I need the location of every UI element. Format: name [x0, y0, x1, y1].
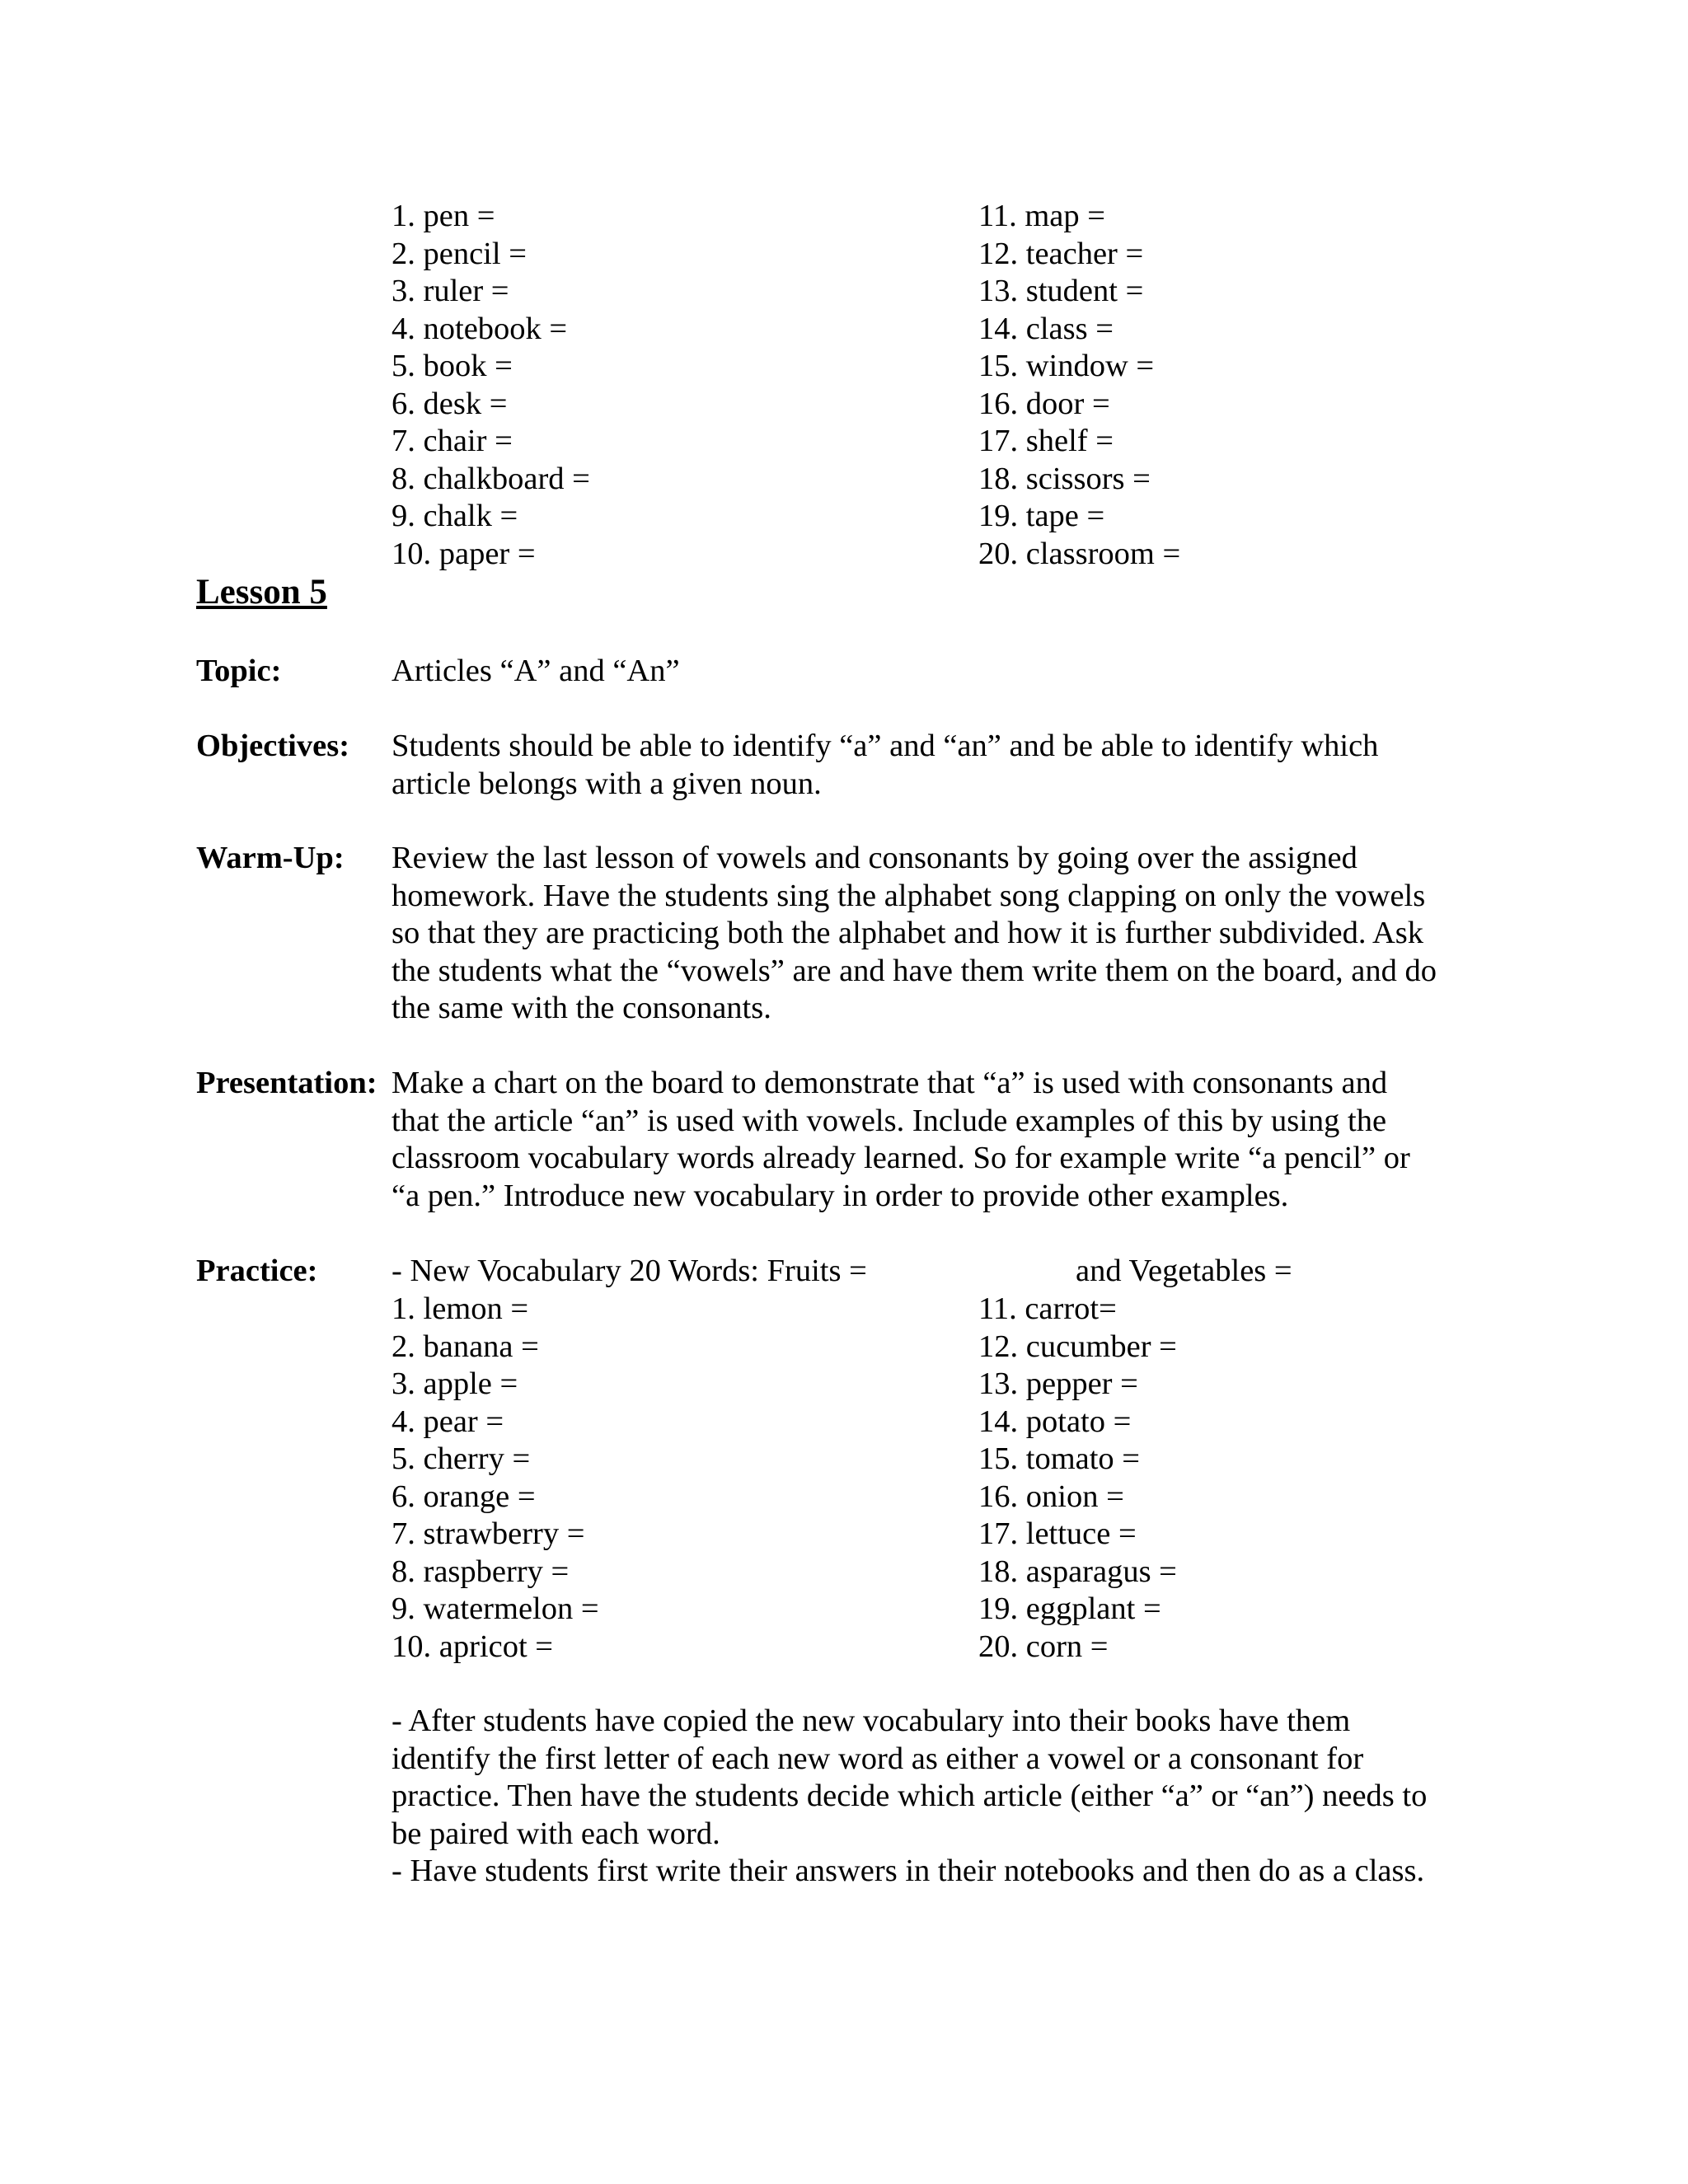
list-item: 5. cherry = — [392, 1441, 531, 1476]
warmup-line: the same with the consonants. — [392, 991, 771, 1025]
topic-text — [392, 653, 1479, 691]
practice-note-line: practice. Then have the students decide which article (either “a” or “an”) needs to — [392, 1779, 1428, 1813]
list-item: 11. carrot= — [978, 1291, 1117, 1326]
list-item: 6. desk = — [392, 386, 508, 421]
list-item: 1. lemon = — [392, 1291, 529, 1326]
list-item: 19. eggplant = — [978, 1591, 1161, 1626]
presentation-label: Presentation: — [196, 1066, 377, 1100]
list-item: 17. shelf = — [978, 424, 1114, 458]
list-item: 15. window = — [978, 349, 1155, 383]
objectives-line: article belongs with a given noun. — [392, 766, 822, 801]
list-item: 1. pen = — [392, 199, 495, 233]
practice-vocabulary-header — [392, 1253, 1414, 1291]
warmup-text — [392, 840, 1479, 1028]
list-item: 14. potato = — [978, 1404, 1132, 1439]
list-item: 17. lettuce = — [978, 1516, 1137, 1551]
presentation-line: that the article “an” is used with vowels. Include examples of this by using the — [392, 1103, 1387, 1138]
list-item: 8. chalkboard = — [392, 461, 590, 496]
list-item: 16. onion = — [978, 1479, 1124, 1514]
fruits-column — [392, 1291, 886, 1666]
warmup-label: Warm-Up: — [196, 841, 345, 875]
list-item: 20. corn = — [978, 1629, 1109, 1664]
classroom-vocabulary-right-column — [978, 198, 1473, 573]
topic-line: Articles “A” and “An” — [392, 654, 680, 688]
list-item: 20. classroom = — [978, 536, 1181, 571]
topic-label: Topic: — [196, 654, 282, 688]
list-item: 15. tomato = — [978, 1441, 1141, 1476]
list-item: 18. asparagus = — [978, 1554, 1177, 1589]
warmup-line: homework. Have the students sing the alphabet song clapping on only the vowels — [392, 878, 1426, 913]
list-item: 18. scissors = — [978, 461, 1151, 496]
list-item: 9. watermelon = — [392, 1591, 599, 1626]
practice-note-line: - After students have copied the new vocabulary into their books have them — [392, 1704, 1351, 1738]
objectives-line: Students should be able to identify “a” and “an” and be able to identify which — [392, 729, 1379, 763]
warmup-line: the students what the “vowels” are and have them write them on the board, and do — [392, 953, 1437, 988]
list-item: 9. chalk = — [392, 499, 518, 533]
fruits-vegetables-list — [392, 1291, 1414, 1666]
practice-note-line: identify the first letter of each new word as either a vowel or a consonant for — [392, 1741, 1364, 1776]
presentation-line: Make a chart on the board to demonstrate that “a” is used with consonants and — [392, 1066, 1388, 1100]
list-item: 5. book = — [392, 349, 513, 383]
list-item: 8. raspberry = — [392, 1554, 570, 1589]
list-item: 3. ruler = — [392, 274, 509, 308]
fruits-header: - New Vocabulary 20 Words: Fruits = — [392, 1254, 867, 1288]
presentation-text — [392, 1065, 1479, 1215]
practice-label: Practice: — [196, 1254, 318, 1288]
presentation-line: “a pen.” Introduce new vocabulary in order to provide other examples. — [392, 1178, 1289, 1213]
list-item: 10. paper = — [392, 536, 536, 571]
objectives-text — [392, 728, 1479, 803]
classroom-vocabulary-list — [392, 198, 1414, 573]
list-item: 2. banana = — [392, 1329, 539, 1364]
practice-note-line: - Have students first write their answers in their notebooks and then do as a class. — [392, 1854, 1425, 1888]
list-item: 6. orange = — [392, 1479, 536, 1514]
warmup-line: Review the last lesson of vowels and consonants by going over the assigned — [392, 841, 1357, 875]
presentation-line: classroom vocabulary words already learned. So for example write “a pencil” or — [392, 1141, 1410, 1175]
list-item: 12. teacher = — [978, 236, 1144, 271]
classroom-vocabulary-left-column — [392, 198, 886, 573]
list-item: 13. pepper = — [978, 1366, 1138, 1401]
list-item: 16. door = — [978, 386, 1110, 421]
list-item: 7. strawberry = — [392, 1516, 585, 1551]
list-item: 3. apple = — [392, 1366, 518, 1401]
practice-note-line: be paired with each word. — [392, 1816, 720, 1851]
list-item: 12. cucumber = — [978, 1329, 1177, 1364]
practice-notes — [392, 1703, 1479, 1891]
list-item: 19. tape = — [978, 499, 1105, 533]
lesson-title: Lesson 5 — [196, 573, 327, 612]
list-item: 7. chair = — [392, 424, 513, 458]
list-item: 4. notebook = — [392, 311, 568, 346]
objectives-label: Objectives: — [196, 729, 350, 763]
list-item: 13. student = — [978, 274, 1144, 308]
warmup-line: so that they are practicing both the alphabet and how it is further subdivided. Ask — [392, 916, 1424, 950]
list-item: 2. pencil = — [392, 236, 527, 271]
vegetables-column — [978, 1291, 1473, 1666]
list-item: 4. pear = — [392, 1404, 504, 1439]
list-item: 10. apricot = — [392, 1629, 553, 1664]
vegetables-header: and Vegetables = — [1076, 1254, 1292, 1288]
list-item: 11. map = — [978, 199, 1105, 233]
list-item: 14. class = — [978, 311, 1114, 346]
